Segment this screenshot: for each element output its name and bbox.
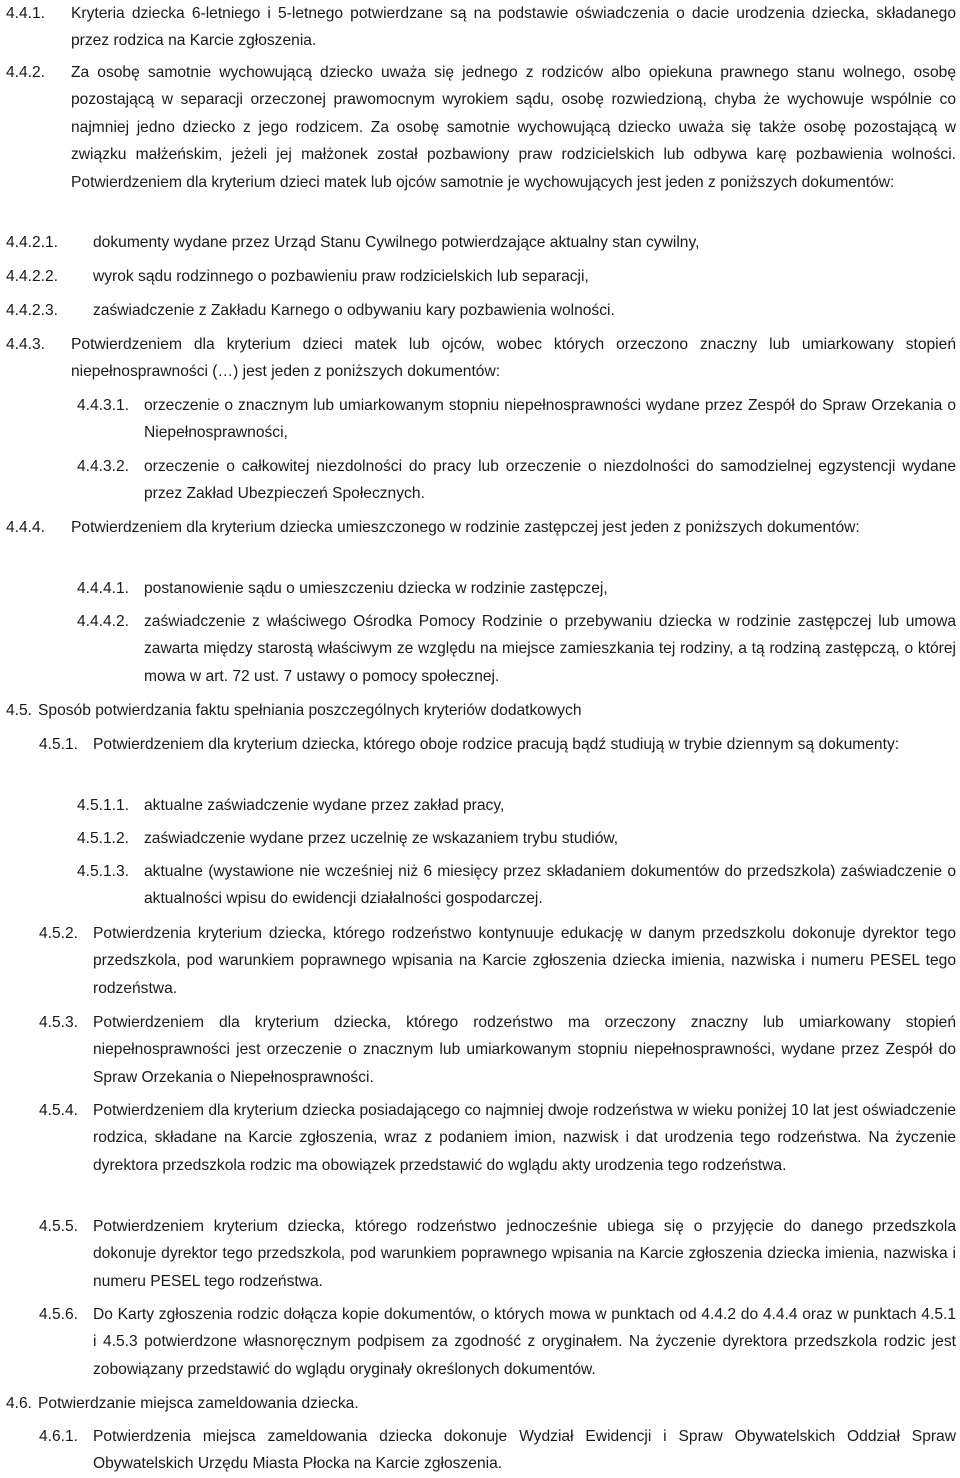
paragraph-text: dokumenty wydane przez Urząd Stanu Cywilnego potwierdzające aktualny stan cywilny, [93,234,700,251]
section-number: 4.5.4. [39,1102,79,1119]
paragraph-4-5-1 [39,731,956,758]
paragraph-4-5-2 [39,920,956,1002]
paragraph-4-4-2-1 [6,229,956,256]
paragraph-text: zaświadczenie z Zakładu Karnego o odbywaniu kary pozbawienia wolności. [93,302,615,319]
paragraph-text: zaświadczenie wydane przez uczelnię ze wskazaniem trybu studiów, [144,830,619,847]
section-number: 4.5.1.1. [77,797,130,814]
paragraph-4-4-2 [6,59,956,196]
section-number: 4.4.2.3. [6,302,59,319]
section-number: 4.5.3. [39,1014,79,1031]
paragraph-4-5-6 [39,1301,956,1383]
paragraph-4-4-3-2 [77,453,956,508]
paragraph-4-5-5 [39,1213,956,1295]
paragraph-text: Potwierdzeniem dla kryterium dziecka, którego rodzeństwo ma orzeczony znaczny lub umiarkowany stopień niepełnosprawności jest orzeczenie o znacznym lub umiarkowanym stopniu niepełnosprawności, wydane przez Zespół do Spraw Orzekania o Niepełnosprawności. [93,1014,956,1086]
paragraph-4-5-4 [39,1097,956,1179]
paragraph-text: Potwierdzeniem dla kryterium dziecka posiadającego co najmniej dwoje rodzeństwa w wieku poniżej 10 lat jest oświadczenie rodzica, składane na Karcie zgłoszenia, wraz z podaniem imion, nazwisk i dat urodzenia tego rodzeństwa. Na życzenie dyrektora przedszkola rodzic ma obowiązek przedstawić do wglądu akty urodzenia tego rodzeństwa. [93,1102,956,1174]
section-number: 4.4.2.2. [6,268,59,285]
section-number: 4.6. [6,1395,33,1412]
paragraph-4-5-1-1 [77,792,956,819]
paragraph-text: Potwierdzeniem dla kryterium dziecka, którego oboje rodzice pracują bądź studiują w trybie dziennym są dokumenty: [93,736,900,753]
section-number: 4.4.3. [6,336,46,353]
paragraph-4-4-2-2 [6,263,956,290]
section-number: 4.4.4.1. [77,580,130,597]
heading-4-5 [6,697,956,724]
paragraph-text: zaświadczenie z właściwego Ośrodka Pomocy Rodzinie o przebywaniu dziecka w rodzinie zastępczej lub umowa zawarta między starostą właściwym ze względu na miejsce zamieszkania tej rodziny, a tą rodziną zastępczą, o której mowa w art. 72 ust. 7 ustawy o pomocy społecznej. [144,613,956,685]
section-heading-text: Potwierdzanie miejsca zameldowania dziecka. [38,1395,359,1412]
section-number: 4.4.2. [6,64,46,81]
paragraph-text: orzeczenie o znacznym lub umiarkowanym stopniu niepełnosprawności wydane przez Zespół do Spraw Orzekania o Niepełnosprawności, [144,397,956,442]
section-number: 4.4.3.2. [77,458,130,475]
paragraph-4-4-2-3 [6,297,956,324]
paragraph-4-5-3 [39,1009,956,1091]
paragraph-text: aktualne zaświadczenie wydane przez zakład pracy, [144,797,505,814]
paragraph-text: Do Karty zgłoszenia rodzic dołącza kopie dokumentów, o których mowa w punktach od 4.4.2 do 4.4.4 oraz w punktach 4.5.1 i 4.5.3 potwierdzone własnoręcznym podpisem za zgodność z oryginałem. Na życzenie dyrektora przedszkola rodzic jest zobowiązany przedstawić do wglądu oryginały określonych dokumentów. [93,1306,956,1378]
paragraph-text: Potwierdzeniem dla kryterium dziecka umieszczonego w rodzinie zastępczej jest jeden z poniższych dokumentów: [71,519,860,536]
paragraph-text: Potwierdzenia kryterium dziecka, którego rodzeństwo kontynuuje edukację w danym przedszkolu dokonuje dyrektor tego przedszkola, pod warunkiem poprawnego wpisania na Karcie zgłoszenia dziecka imienia, nazwiska i numeru PESEL tego rodzeństwa. [93,925,956,997]
paragraph-text: orzeczenie o całkowitej niezdolności do pracy lub orzeczenie o niezdolności do samodzielnej egzystencji wydane przez Zakład Ubezpieczeń Społecznych. [144,458,956,503]
paragraph-text: Potwierdzeniem dla kryterium dzieci matek lub ojców, wobec których orzeczono znaczny lub umiarkowany stopień niepełnosprawności (…) jest jeden z poniższych dokumentów: [71,336,956,381]
paragraph-text: postanowienie sądu o umieszczeniu dziecka w rodzinie zastępczej, [144,580,608,597]
paragraph-4-4-4-1 [77,575,956,602]
paragraph-text: Kryteria dziecka 6-letniego i 5-letnego potwierdzane są na podstawie oświadczenia o dacie urodzenia dziecka, składanego przez rodzica na Karcie zgłoszenia. [71,5,956,50]
paragraph-4-4-4 [6,514,956,541]
section-number: 4.4.2.1. [6,234,59,251]
paragraph-4-5-1-2 [77,825,956,852]
paragraph-text: Potwierdzeniem kryterium dziecka, którego rodzeństwo jednocześnie ubiega się o przyjęcie do danego przedszkola dokonuje dyrektor tego przedszkola, pod warunkiem poprawnego wpisania na Karcie zgłoszenia dziecka imienia, nazwiska i numeru PESEL tego rodzeństwa. [93,1218,956,1290]
section-number: 4.5.1.2. [77,830,130,847]
paragraph-text: aktualne (wystawione nie wcześniej niż 6 miesięcy przez składaniem dokumentów do przedszkola) zaświadczenie o aktualności wpisu do ewidencji działalności gospodarczej. [144,863,956,908]
section-number: 4.5. [6,702,33,719]
paragraph-4-5-1-3 [77,858,956,913]
paragraph-4-4-1 [6,0,956,55]
section-number: 4.5.1.3. [77,863,130,880]
section-number: 4.4.1. [6,5,46,22]
section-number: 4.4.4. [6,519,46,536]
paragraph-text: Potwierdzenia miejsca zameldowania dziecka dokonuje Wydział Ewidencji i Spraw Obywatelskich Oddział Spraw Obywatelskich Urzędu Miasta Płocka na Karcie zgłoszenia. [93,1428,956,1473]
section-number: 4.4.3.1. [77,397,130,414]
paragraph-4-4-3 [6,331,956,386]
section-number: 4.6.1. [39,1428,79,1445]
section-number: 4.5.2. [39,925,79,942]
paragraph-text: Za osobę samotnie wychowującą dziecko uważa się jednego z rodziców albo opiekuna prawnego stanu wolnego, osobę pozostającą w separacji orzeczonej prawomocnym wyrokiem sądu, osobę rozwiedzioną, chyba że wychowuje wspólnie co najmniej jedno dziecko z jego rodzicem. Za osobę samotnie wychowującą dziecko uważa się także osobę pozostającą w związku małżeńskim, jeżeli jej małżonek został pozbawiony praw rodzicielskich lub odbywa karę pozbawienia wolności. Potwierdzeniem dla kryterium dzieci matek lub ojców samotnie je wychowujących jest jeden z poniższych dokumentów: [71,64,956,191]
paragraph-4-4-3-1 [77,392,956,447]
heading-4-6 [6,1390,956,1417]
section-number: 4.5.1. [39,736,79,753]
section-number: 4.4.4.2. [77,613,130,630]
paragraph-4-4-4-2 [77,608,956,690]
section-number: 4.5.6. [39,1306,79,1323]
paragraph-4-6-1 [39,1423,956,1478]
section-heading-text: Sposób potwierdzania faktu spełniania poszczególnych kryteriów dodatkowych [38,702,582,719]
paragraph-text: wyrok sądu rodzinnego o pozbawieniu praw rodzicielskich lub separacji, [93,268,589,285]
section-number: 4.5.5. [39,1218,79,1235]
